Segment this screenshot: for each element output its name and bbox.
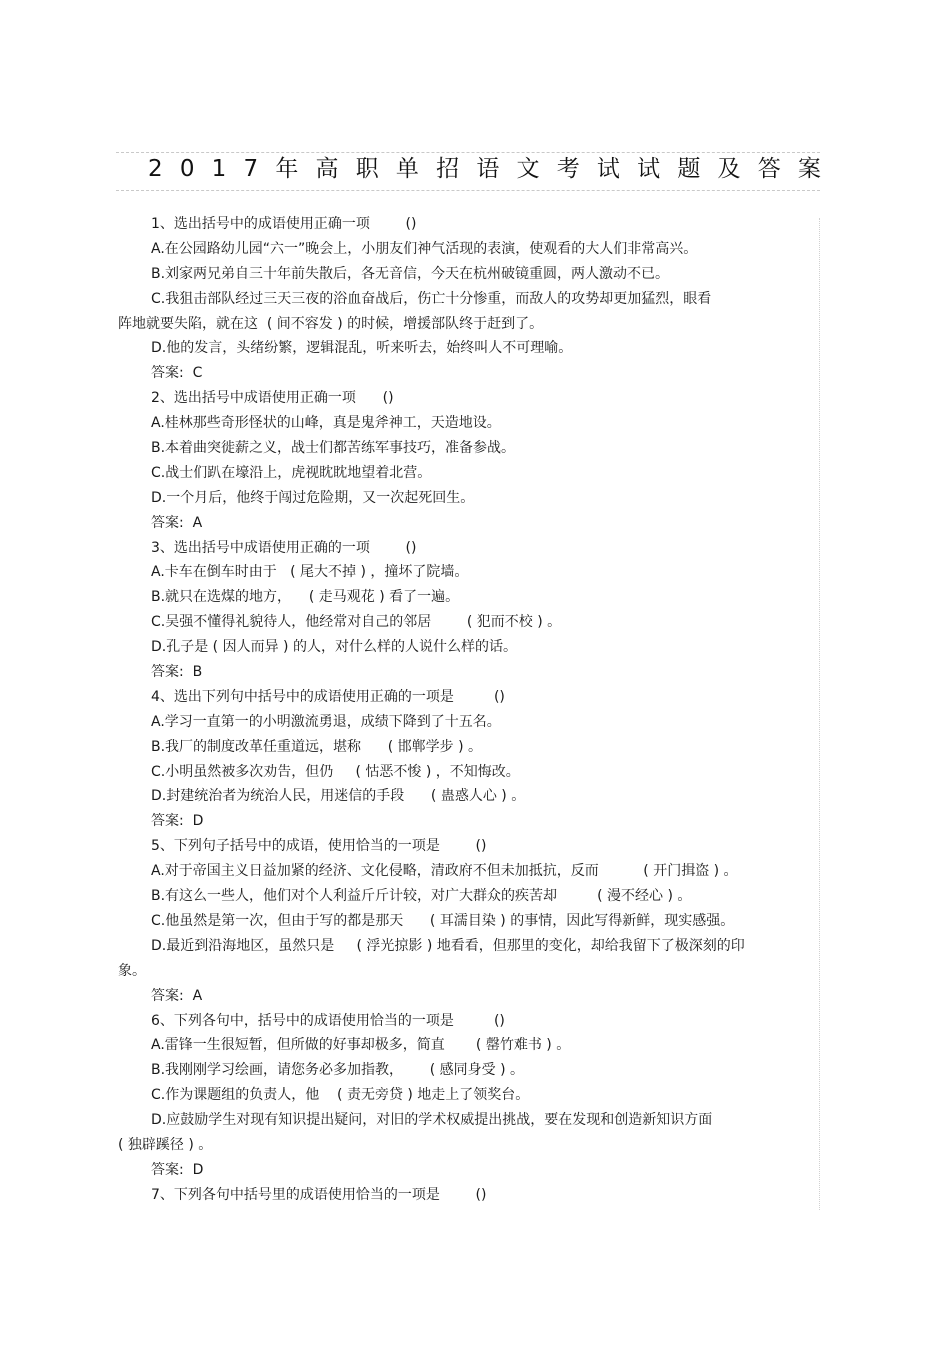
text-line: A.在公园路幼儿园“六一”晚会上，小朋友们神气活现的表演，使观看的大人们非常高兴。 — [151, 240, 698, 257]
text-line: C.我狙击部队经过三天三夜的浴血奋战后，伤亡十分惨重，而敌人的攻势却更加猛烈，眼看 — [151, 290, 712, 307]
text-line: D.他的发言，头绪纷繁，逻辑混乱，听来听去，始终叫人不可理喻。 — [151, 340, 573, 357]
text-line: C.小明虽然被多次劝告，但仍 ( 怙恶不悛 ) ，不知悔改。 — [151, 763, 520, 780]
text-line: A.学习一直第一的小明激流勇退，成绩下降到了十五名。 — [151, 713, 501, 730]
text-line: A.桂林那些奇形怪状的山峰，真是鬼斧神工，天造地设。 — [151, 415, 501, 432]
text-line: 象。 — [118, 962, 146, 979]
text-line: A.雷锋一生很短暂，但所做的好事却极多，简直 ( 罄竹难书 ) 。 — [151, 1037, 571, 1054]
title-rule-bottom — [116, 190, 820, 191]
text-line: ( 独辟蹊径 ) 。 — [118, 1136, 213, 1153]
text-line: B.我刚刚学习绘画，请您务必多加指教， ( 感同身受 ) 。 — [151, 1062, 525, 1079]
text-line: C.战士们趴在壕沿上，虎视眈眈地望着北营。 — [151, 464, 432, 481]
text-line: 答案: A — [151, 514, 203, 531]
text-line: 答案: C — [151, 365, 203, 382]
text-line: 4、选出下列句中括号中的成语使用正确的一项是 () — [151, 688, 505, 705]
text-line: 7、下列各句中括号里的成语使用恰当的一项是 () — [151, 1186, 487, 1203]
text-line: 3、选出括号中成语使用正确的一项 () — [151, 539, 417, 556]
text-line: 答案: D — [151, 813, 204, 830]
text-line: C.作为课题组的负责人，他 ( 责无旁贷 ) 地走上了领奖台。 — [151, 1087, 530, 1104]
right-margin-rule — [819, 218, 820, 1210]
text-line: D.一个月后，他终于闯过危险期，又一次起死回生。 — [151, 489, 475, 506]
text-line: B.本着曲突徙薪之义，战士们都苦练军事技巧，准备参战。 — [151, 440, 516, 457]
text-line: A.卡车在倒车时由于 ( 尾大不掉 ) ，撞坏了院墙。 — [151, 564, 469, 581]
text-line: 阵地就要失陷，就在这 ( 间不容发 ) 的时候，增援部队终于赶到了。 — [118, 315, 544, 332]
text-line: 答案: B — [151, 664, 203, 681]
text-line: C.他虽然是第一次，但由于写的都是那天 ( 耳濡目染 ) 的事情，因此写得新鲜，现实感强。 — [151, 912, 735, 929]
text-line: D.封建统治者为统治人民，用迷信的手段 ( 蛊惑人心 ) 。 — [151, 788, 526, 805]
text-line: 6、下列各句中，括号中的成语使用恰当的一项是 () — [151, 1012, 505, 1029]
text-line: B.我厂的制度改革任重道远，堪称 ( 邯郸学步 ) 。 — [151, 738, 483, 755]
text-line: D.应鼓励学生对现有知识提出疑问，对旧的学术权威提出挑战，要在发现和创造新知识方面 — [151, 1112, 713, 1129]
text-line: 答案: A — [151, 987, 203, 1004]
text-line: D.最近到沿海地区，虽然只是 ( 浮光掠影 ) 地看看，但那里的变化，却给我留下了极深刻的印 — [151, 937, 745, 954]
text-line: B.刘家两兄弟自三十年前失散后，各无音信，今天在杭州破镜重圆，两人激动不已。 — [151, 265, 670, 282]
text-line: 5、下列句子括号中的成语，使用恰当的一项是 () — [151, 838, 487, 855]
text-line: A.对于帝国主义日益加紧的经济、文化侵略，清政府不但未加抵抗，反而 ( 开门揖盗 ) 。 — [151, 863, 738, 880]
title-rule-top — [116, 152, 820, 153]
page-title: 2017年高职单招语文考试试题及答案 — [148, 156, 839, 182]
text-line: B.就只在选煤的地方， ( 走马观花 ) 看了一遍。 — [151, 589, 460, 606]
text-line: B.有这么一些人，他们对个人利益斤斤计较，对广大群众的疾苦却 ( 漫不经心 ) 。 — [151, 888, 692, 905]
text-line: 答案: D — [151, 1161, 204, 1178]
text-line: D.孔子是 ( 因人而异 ) 的人，对什么样的人说什么样的话。 — [151, 639, 517, 656]
text-line: C.吴强不懂得礼貌待人，他经常对自己的邻居 ( 犯而不校 ) 。 — [151, 614, 562, 631]
text-line: 2、选出括号中成语使用正确一项 () — [151, 390, 394, 407]
document-body — [118, 212, 808, 1208]
text-line: 1、选出括号中的成语使用正确一项 () — [151, 216, 417, 232]
